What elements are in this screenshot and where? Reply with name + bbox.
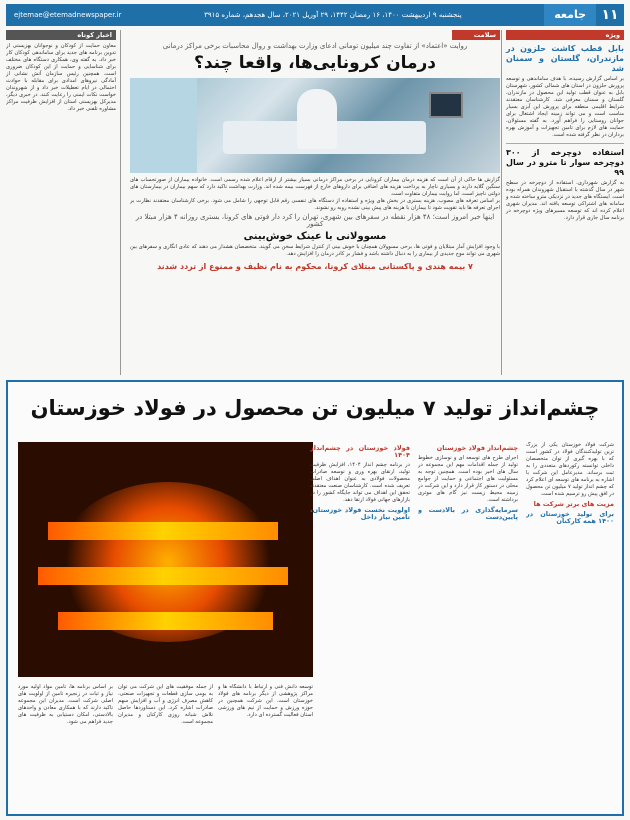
advertorial	[6, 380, 624, 816]
article-headline[interactable]: درمان کرونایی‌ها، واقعا چند؟	[193, 53, 437, 73]
advertorial-column: توسعه دانش فنی و ارتباط با دانشگاه ها و مراکز پژوهشی از دیگر برنامه های فولاد خوزستان است. این شرکت همچنین در حوزه ورزش و حمایت از تیم های ورزشی استان فعالیت گسترده ای دارد.	[218, 684, 313, 718]
column-subheading: برای تولید خوزستان در ۱۴۰۰ همه کارکنان	[526, 510, 614, 525]
article-body: گزارش ها حاکی از آن است که هزینه درمان بیماران کرونایی در برخی مراکز درمانی بسیار بیشتر از ارقام اعلام شده رسمی است. خانواده بیماران از صورتحساب های سنگین گلایه دارند و بسیاری ناچار به پرداخت هزینه های اضافی برای داروهای خارج از فهرست بیمه شده اند. وزارت بهداشت تاکید دارد که سهم بیماران در بیمارستان های دولتی ناچیز است، اما روایت بیماران متفاوت است.	[130, 177, 500, 197]
main-article	[130, 30, 500, 375]
divider	[506, 143, 624, 144]
column-subheading: فولاد خوزستان در چشم‌انداز ۱۴۰۴	[310, 444, 410, 459]
article-kicker: اینها خبر امروز است؛ ۴۸ هزار نقطه در سفرهای بین شهری، تهران را کرد دار فوتی های کرونا، بستری روزانه ۴ هزار مبتلا در کشور	[135, 213, 495, 228]
right-column	[501, 30, 624, 375]
column-subheading: چشم‌انداز فولاد خوزستان	[436, 444, 518, 452]
article-title[interactable]: استفاده دوچرخه از ۳۰۰ دوچرخه سوار تا مترو در سال ۹۹	[506, 148, 624, 177]
article-title[interactable]: بابل قطب کاشت حلزون در مازندران، گلستان و سمنان شد	[506, 44, 624, 73]
advertorial-column: بر اساس برنامه ها، تامین مواد اولیه مورد نیاز و ثبات در زنجیره تامین از اولویت های اصلی شرکت است. مدیران این مجموعه تاکید دارند که با همکاری معادن و واحدهای بالادستی، امکان دستیابی به ظرفیت های جدید فراهم می شود.	[18, 684, 113, 725]
section-tag: سلامت	[452, 30, 500, 40]
section-title: جامعه	[544, 4, 596, 26]
article-body: بر اساس گزارش رسیده، با هدف ساماندهی و توسعه پرورش حلزون در استان های شمالی کشور، شهرستان بابل به عنوان قطب تولید این محصول در مازندران، گلستان و سمنان معرفی شد. کارشناسان معتقدند شرایط اقلیمی منطقه برای پرورش این آبزی بسیار مناسب است و می تواند زمینه ایجاد اشتغال برای جوانان روستایی را فراهم آورد. به گفته مسئولان، حمایت های لازم برای تامین تجهیزات و آموزش بهره برداران در نظر گرفته شده است.	[506, 76, 624, 138]
column-subheading: سرمایه‌گذاری در بالادست و پایین‌دست	[418, 506, 518, 521]
column-subheading: اولویت نخست فولاد خوزستان، تامین نیاز داخل	[310, 506, 410, 521]
masthead	[6, 4, 624, 26]
section-tag: اخبار کوتاه	[6, 30, 116, 40]
date-line: پنجشنبه ۹ اردیبهشت ۱۴۰۰، ۱۶ رمضان ۱۴۴۲، ۲۹ آوریل ۲۰۲۱، سال هجدهم، شماره ۳۹۱۵	[204, 11, 462, 19]
column-subheading: مزیت های برتر شرکت ها	[533, 500, 614, 508]
advertorial-column: شرکت فولاد خوزستان یکی از بزرگ ترین تولیدکنندگان فولاد در کشور است که با بهره گیری از توان متخصصان داخلی توانسته رکوردهای متعددی را به ثبت برساند. مدیرعامل این شرکت با اشاره به برنامه های توسعه ای اعلام کرد که چشم انداز تولید ۷ میلیون تن محصول در افق پیش رو ترسیم شده است. مزیت های برتر شرکت ها برای تولید خوزستان در ۱۴۰۰ همه کارکنان	[526, 442, 614, 525]
advertorial-headline[interactable]: چشم‌انداز تولید ۷ میلیون تن محصول در فولاد خوزستان	[30, 396, 600, 420]
article-kicker: روایت «اعتماد» از تفاوت چند میلیون تومانی ادعای وزارت بهداشت و روال محاسبات برخی مراکز درمانی	[162, 42, 468, 50]
steel-mill-photo	[18, 442, 313, 677]
page-number: ۱۱	[601, 7, 619, 23]
advertorial-column: فولاد خوزستان در چشم‌انداز ۱۴۰۴ در برنامه چشم انداز ۱۴۰۴، افزایش ظرفیت تولید، ارتقای بهره وری و توسعه صادرات محصولات فولادی به عنوان اهداف اصلی تعریف شده است. کارشناسان صنعت معتقدند تحقق این اهداف می تواند جایگاه کشور را در بازارهای جهانی فولاد ارتقا دهد. اولویت نخست فولاد خوزستان، تامین نیاز داخل	[310, 444, 410, 521]
note-title[interactable]: ۷ بیمه هندی و پاکستانی مبتلای کرونا، محکوم به نام نظیف و ممنوع از تردد شدند	[157, 262, 473, 271]
article-body: بر اساس تعرفه های مصوب، هزینه بستری در بخش های ویژه و استفاده از دستگاه های تنفسی رقم قابل توجهی را شامل می شود. برخی کارشناسان معتقدند نظارت بر اجرای تعرفه ها باید تقویت شود تا بیماران با هزینه های پیش بینی نشده روبه رو نشوند.	[130, 198, 500, 211]
article-body: با وجود افزایش آمار مبتلایان و فوتی ها، برخی مسوولان همچنان با خوش بینی از کنترل شرایط سخن می گویند. متخصصان هشدار می دهند که عادی انگاری و سفرهای بین شهری می تواند موج جدیدی از بیماری را به دنبال داشته باشد و فشار بر کادر درمان را افزایش دهد.	[130, 244, 500, 257]
news-briefs: معاون حمایت از کودکان و نوجوانان بهزیستی از تدوین برنامه های جدید برای ساماندهی کودکان کار خبر داد. به گفته وی، همکاری دستگاه های مختلف برای شناسایی و حمایت از این کودکان ضروری است. همچنین رئیس سازمان آتش نشانی از آمادگی نیروهای امدادی برای مقابله با حوادث احتمالی در ایام تعطیلات خبر داد و از شهروندان خواست نکات ایمنی را رعایت کنند. در خبری دیگر، مدیرکل بهزیستی استان از افزایش ظرفیت مراکز مشاوره تلفنی خبر داد.	[6, 43, 116, 112]
advertorial-column: چشم‌انداز فولاد خوزستان اجرای طرح های توسعه ای و نوسازی خطوط تولید از جمله اقدامات مهم این مجموعه در سال های اخیر بوده است. همچنین توجه به مسئولیت های اجتماعی و حمایت از جوامع محلی در دستور کار قرار دارد و این شرکت در زمینه محیط زیست نیز گام های موثری برداشته است. سرمایه‌گذاری در بالادست و پایین‌دست	[418, 444, 518, 521]
advertorial-column: از جمله موفقیت های این شرکت می توان به بومی سازی قطعات و تجهیزات صنعتی، کاهش مصرف انرژی و آب و افزایش سهم صادرات اشاره کرد. این دستاوردها حاصل تلاش شبانه روزی کارکنان و مدیران مجموعه است.	[118, 684, 213, 725]
article-subheadline[interactable]: مسوولانی با عینک خوش‌بینی	[243, 231, 387, 242]
email-link[interactable]: ejtemae@etemadnewspaper.ir	[14, 11, 122, 19]
article-body: به گزارش شهرداری، استفاده از دوچرخه در سطح شهر در سال گذشته با استقبال شهروندان همراه بوده است. ایستگاه های جدید در نزدیکی مترو ساخته شده و سامانه های اشتراکی توسعه یافته اند. مدیران شهری اعلام کرده اند که توسعه مسیرهای ویژه دوچرخه در برنامه سال جاری قرار دارد.	[506, 180, 624, 221]
left-column	[6, 30, 121, 375]
section-tag: ویژه	[506, 30, 624, 40]
hospital-photo	[130, 78, 500, 173]
